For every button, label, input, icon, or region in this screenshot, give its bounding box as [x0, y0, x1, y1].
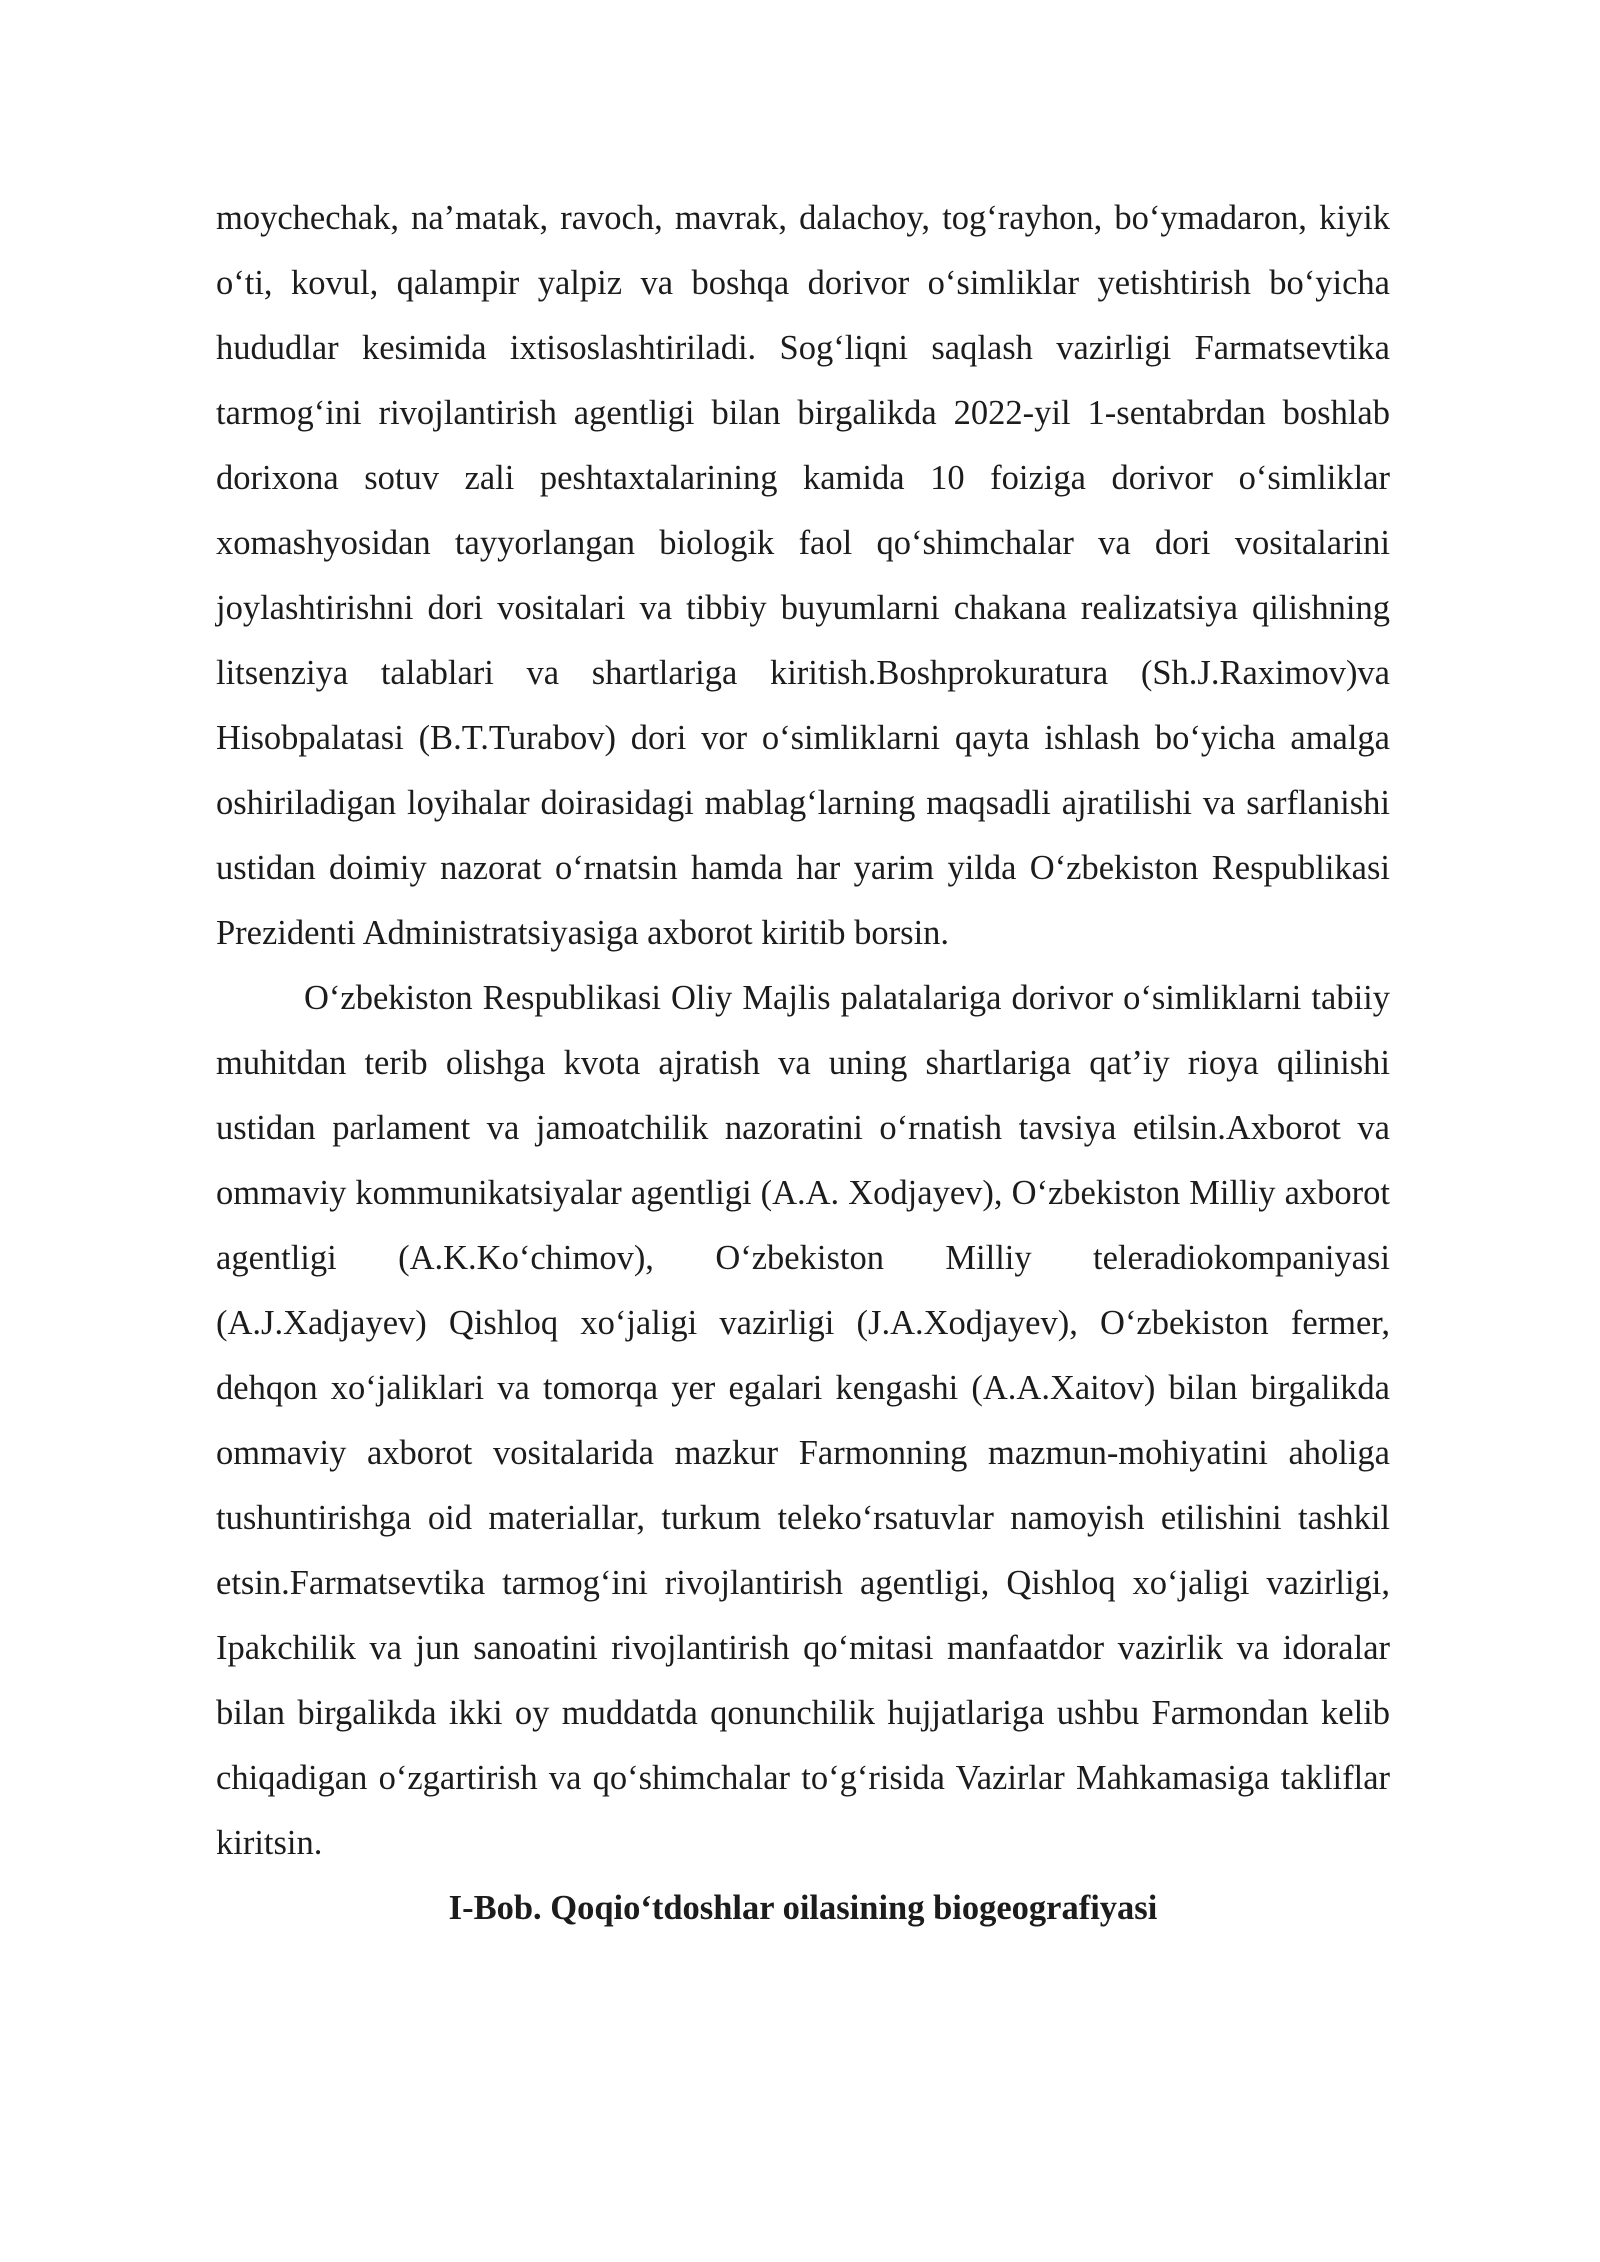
chapter-heading: I-Bob. Qoqio‘tdoshlar oilasining biogeografiyasi [448, 1889, 1158, 1927]
paragraph-parliament-oversight: O‘zbekiston Respublikasi Oliy Majlis palatalariga dorivor o‘simliklarni tabiiy muhitdan terib olishga kvota ajratish va uning shartlariga qat’iy rioya qilinishi ustidan parlament va jamoatchilik nazoratini o‘rnatish tavsiya etilsin.Axborot va ommaviy kommunikatsiyalar agentligi (A.A. Xodjayev), O‘zbekiston Milliy axborot agentligi (A.K.Ko‘chimov), O‘zbekiston Milliy teleradiokompaniyasi (A.J.Xadjayev) Qishloq xo‘jaligi vazirligi (J.A.Xodjayev), O‘zbekiston fermer, dehqon xo‘jaliklari va tomorqa yer egalari kengashi (A.A.Xaitov) bilan birgalikda ommaviy axborot vositalarida mazkur Farmonning mazmun-mohiyatini aholiga tushuntirishga oid materiallar, turkum teleko‘rsatuvlar namoyish etilishini tashkil etsin.Farmatsevtika tarmog‘ini rivojlantirish agentligi, Qishloq xo‘jaligi vazirligi, Ipakchilik va jun sanoatini rivojlantirish qo‘mitasi manfaatdor vazirlik va idoralar bilan birgalikda ikki oy muddatda qonunchilik hujjatlariga ushbu Farmondan kelib chiqadigan o‘zgartirish va qo‘shimchalar to‘g‘risida Vazirlar Mahkamasiga takliflar kiritsin. [216, 979, 1390, 1862]
document-page [216, 186, 1390, 1941]
paragraph-continued: moychechak, na’matak, ravoch, mavrak, dalachoy, tog‘rayhon, bo‘ymadaron, kiyik o‘ti, kovul, qalampir yalpiz va boshqa dorivor o‘simliklar yetishtirish bo‘yicha hududlar kesimida ixtisoslashtiriladi. Sog‘liqni saqlash vazirligi Farmatsevtika tarmog‘ini rivojlantirish agentligi bilan birgalikda 2022-yil 1-sentabrdan boshlab dorixona sotuv zali peshtaxtalarining kamida 10 foiziga dorivor o‘simliklar xomashyosidan tayyorlangan biologik faol qo‘shimchalar va dori vositalarini joylashtirishni dori vositalari va tibbiy buyumlarni chakana realizatsiya qilishning litsenziya talablari va shartlariga kiritish.Boshprokuratura (Sh.J.Raximov)va Hisobpalatasi (B.T.Turabov) dori vor o‘simliklarni qayta ishlash bo‘yicha amalga oshiriladigan loyihalar doirasidagi mablag‘larning maqsadli ajratilishi va sarflanishi ustidan doimiy nazorat o‘rnatsin hamda har yarim yilda O‘zbekiston Respublikasi Prezidenti Administratsiyasiga axborot kiritib borsin. [216, 199, 1390, 952]
